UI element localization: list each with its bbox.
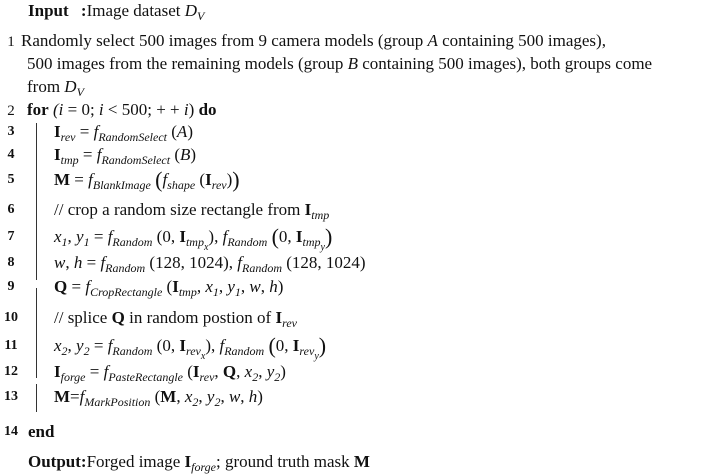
line-number: 11: [4, 338, 18, 353]
comment: // crop a random size rectangle from $I_{tmp}$: [54, 200, 330, 222]
line1-text: [21, 31, 606, 51]
block-bar: [36, 288, 37, 378]
text: containing 500 images), both groups come: [357, 54, 653, 73]
output-line: Output:Forged image $I_{forge}$; ground truth mask M: [28, 452, 370, 474]
line-number: 4: [7, 147, 15, 162]
comment: // splice Q in random postion of $I_{rev}$: [54, 308, 297, 330]
line-number: 13: [4, 389, 18, 404]
dataset-sub: V: [76, 85, 84, 99]
keyword-for: for: [27, 100, 49, 119]
text: ; ground truth mask: [216, 452, 354, 471]
group-b: B: [347, 54, 358, 73]
line-number: 9: [7, 279, 15, 294]
line-number: 3: [7, 124, 15, 139]
line-number: 12: [4, 364, 18, 379]
text: Forged image: [86, 452, 185, 471]
block-bar: [36, 384, 37, 412]
output-sep: :: [80, 452, 87, 471]
keyword-do: do: [198, 100, 217, 119]
line-number: 8: [7, 255, 15, 270]
input-line: [28, 1, 204, 21]
group-a: A: [427, 31, 438, 50]
line-number: 14: [4, 424, 18, 439]
text: containing 500 images),: [437, 31, 606, 50]
input-label: Input: [28, 1, 69, 20]
block-bar: [36, 123, 37, 280]
dataset-sub: V: [197, 9, 205, 23]
keyword-end: end: [28, 422, 55, 441]
input-sep: :: [80, 1, 87, 20]
dataset-symbol: D: [64, 77, 77, 96]
line-number: 2: [7, 103, 15, 119]
line-number: 1: [7, 34, 15, 50]
input-text: Image dataset: [86, 1, 185, 20]
line-number: 7: [7, 229, 15, 244]
output-label: Output: [28, 452, 81, 471]
line-number: 6: [7, 202, 15, 217]
dataset-symbol: D: [184, 1, 198, 20]
text: 500 images from the remaining models (group: [27, 54, 348, 73]
line-number: 5: [7, 172, 15, 187]
text: from: [27, 77, 65, 96]
text: Randomly select 500 images from 9 camera models (group: [21, 31, 428, 50]
line-number: 10: [4, 310, 18, 325]
